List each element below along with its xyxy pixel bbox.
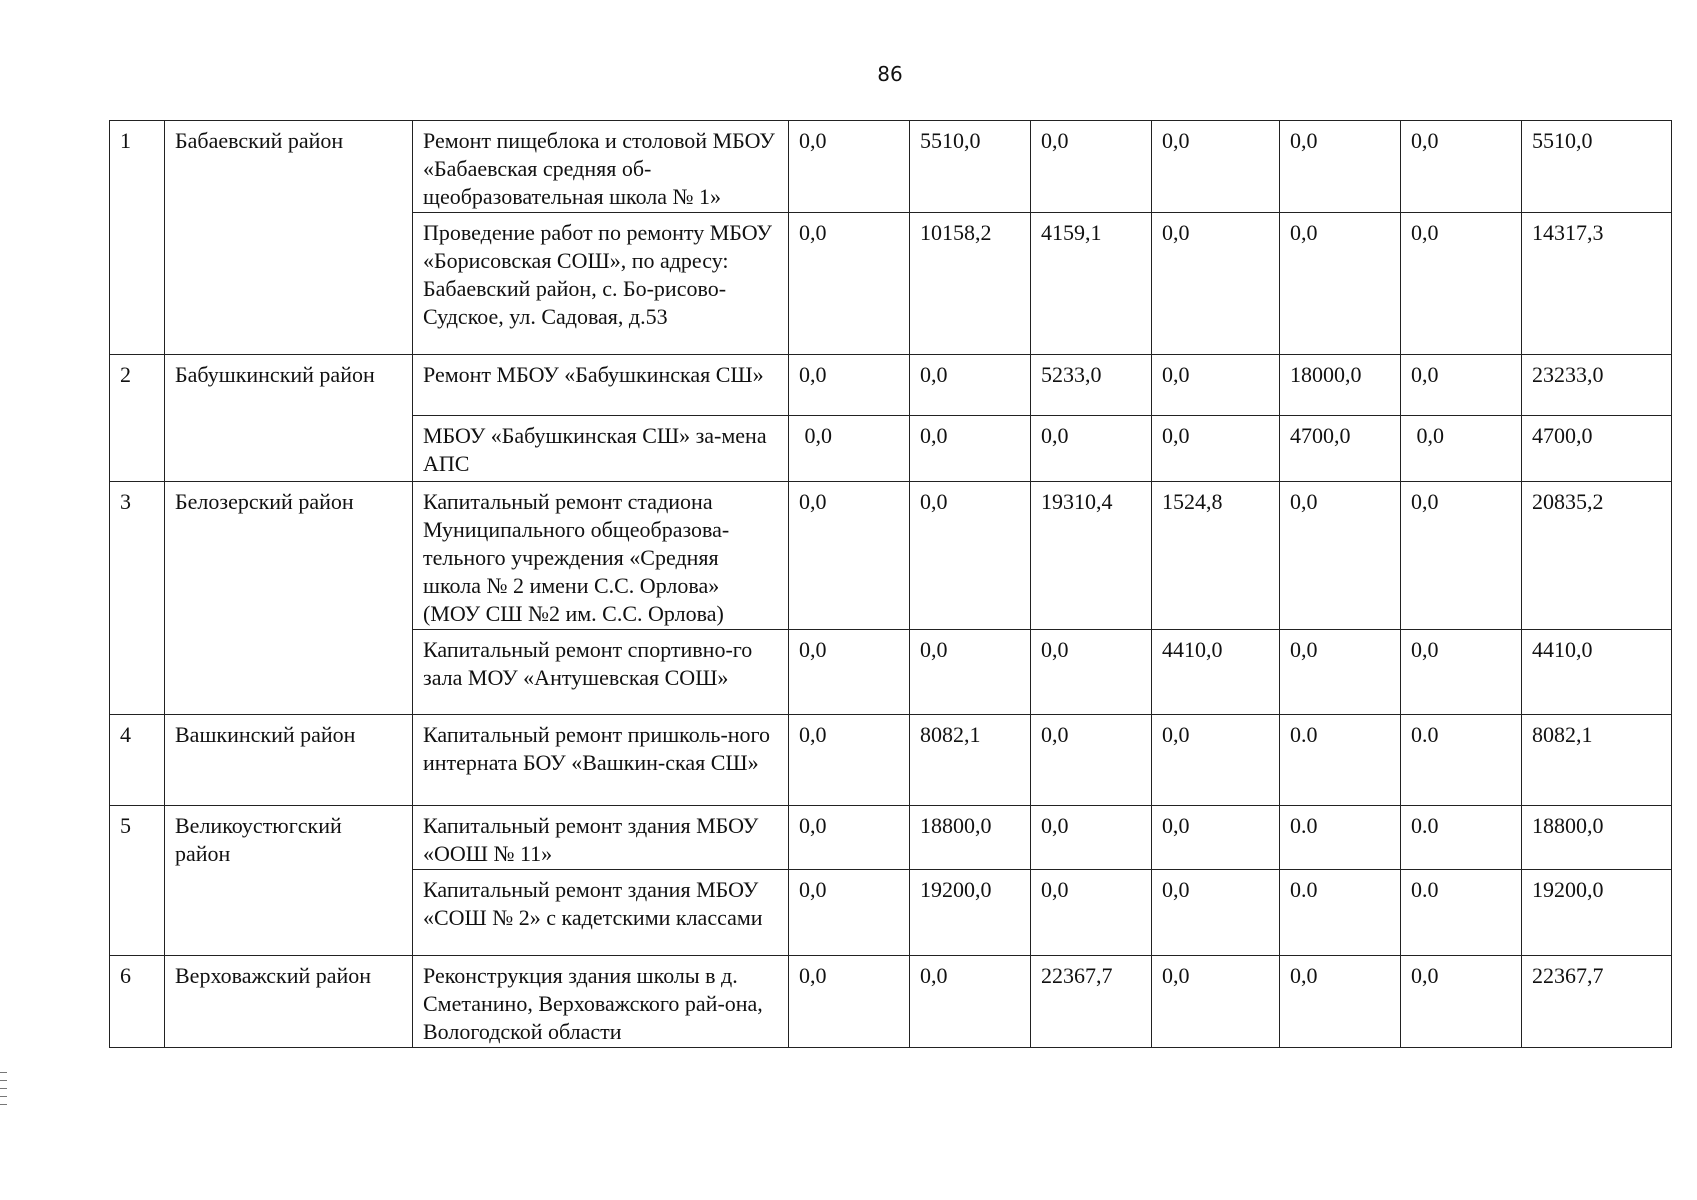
table-row	[110, 121, 1672, 213]
value-cell: 0,0	[789, 482, 910, 630]
district-cell: Бабушкинский район	[165, 355, 413, 482]
value-cell: 19200,0	[910, 870, 1031, 956]
table-row	[110, 482, 1672, 630]
value-cell: 10158,2	[910, 213, 1031, 355]
value-cell: 0,0	[910, 355, 1031, 416]
district-cell: Вашкинский район	[165, 715, 413, 806]
project-cell: Капитальный ремонт пришколь-ного интерната БОУ «Вашкин-ская СШ»	[413, 715, 789, 806]
value-cell: 0.0	[1401, 806, 1522, 870]
scan-mark	[0, 1096, 7, 1097]
value-cell: 0,0	[1152, 806, 1280, 870]
district-cell: Белозерский район	[165, 482, 413, 715]
value-cell: 0,0	[1152, 355, 1280, 416]
row-number-cell: 2	[110, 355, 165, 482]
scan-mark	[0, 1072, 7, 1073]
value-cell: 0,0	[1152, 416, 1280, 482]
scan-mark	[0, 1080, 7, 1081]
value-cell: 5233,0	[1031, 355, 1152, 416]
page-number: 86	[877, 62, 903, 86]
row-number-cell: 1	[110, 121, 165, 355]
row-number-cell: 4	[110, 715, 165, 806]
total-cell: 4700,0	[1522, 416, 1672, 482]
value-cell: 0,0	[1031, 870, 1152, 956]
value-cell: 0,0	[1280, 121, 1401, 213]
value-cell: 0,0	[789, 355, 910, 416]
value-cell: 4700,0	[1280, 416, 1401, 482]
value-cell: 0,0	[1280, 482, 1401, 630]
value-cell: 0,0	[1401, 416, 1522, 482]
value-cell: 0,0	[1152, 213, 1280, 355]
total-cell: 19200,0	[1522, 870, 1672, 956]
district-cell: Бабаевский район	[165, 121, 413, 355]
value-cell: 0.0	[1280, 715, 1401, 806]
value-cell: 4159,1	[1031, 213, 1152, 355]
value-cell: 0,0	[1152, 956, 1280, 1048]
value-cell: 0,0	[789, 956, 910, 1048]
district-cell: Великоустюгский район	[165, 806, 413, 956]
value-cell: 0,0	[1280, 213, 1401, 355]
value-cell: 0.0	[1401, 870, 1522, 956]
value-cell: 0,0	[1031, 630, 1152, 715]
row-number-cell: 3	[110, 482, 165, 715]
funding-table	[109, 120, 1672, 1048]
value-cell: 0,0	[910, 956, 1031, 1048]
value-cell: 0,0	[1401, 956, 1522, 1048]
value-cell: 0.0	[1280, 870, 1401, 956]
total-cell: 23233,0	[1522, 355, 1672, 416]
project-cell: Капитальный ремонт стадиона Муниципального общеобразова-тельного учреждения «Средняя школа № 2 имени С.С. Орлова» (МОУ СШ №2 им. С.С. Орлова)	[413, 482, 789, 630]
total-cell: 22367,7	[1522, 956, 1672, 1048]
value-cell: 18800,0	[910, 806, 1031, 870]
value-cell: 0,0	[789, 121, 910, 213]
total-cell: 20835,2	[1522, 482, 1672, 630]
project-cell: Реконструкция здания школы в д. Сметанино, Верховажского рай-она, Вологодской области	[413, 956, 789, 1048]
value-cell: 4410,0	[1152, 630, 1280, 715]
project-cell: МБОУ «Бабушкинская СШ» за-мена АПС	[413, 416, 789, 482]
value-cell: 0,0	[910, 482, 1031, 630]
project-cell: Капитальный ремонт спортивно-го зала МОУ «Антушевская СОШ»	[413, 630, 789, 715]
project-cell: Проведение работ по ремонту МБОУ «Борисовская СОШ», по адресу: Бабаевский район, с. Бо-рисово-Судское, ул. Садовая, д.53	[413, 213, 789, 355]
total-cell: 8082,1	[1522, 715, 1672, 806]
value-cell: 0,0	[1401, 355, 1522, 416]
value-cell: 0,0	[1280, 956, 1401, 1048]
value-cell: 0,0	[1031, 416, 1152, 482]
value-cell: 0,0	[789, 416, 910, 482]
value-cell: 0,0	[1031, 121, 1152, 213]
value-cell: 0,0	[789, 715, 910, 806]
project-cell: Ремонт МБОУ «Бабушкинская СШ»	[413, 355, 789, 416]
value-cell: 0,0	[789, 630, 910, 715]
total-cell: 4410,0	[1522, 630, 1672, 715]
value-cell: 22367,7	[1031, 956, 1152, 1048]
row-number-cell: 6	[110, 956, 165, 1048]
total-cell: 18800,0	[1522, 806, 1672, 870]
value-cell: 0,0	[1401, 630, 1522, 715]
value-cell: 0,0	[789, 870, 910, 956]
value-cell: 0,0	[789, 806, 910, 870]
value-cell: 0,0	[1152, 870, 1280, 956]
table-row	[110, 715, 1672, 806]
value-cell: 0,0	[1152, 121, 1280, 213]
value-cell: 0,0	[910, 630, 1031, 715]
value-cell: 1524,8	[1152, 482, 1280, 630]
value-cell: 0,0	[910, 416, 1031, 482]
value-cell: 18000,0	[1280, 355, 1401, 416]
value-cell: 19310,4	[1031, 482, 1152, 630]
value-cell: 0.0	[1401, 715, 1522, 806]
value-cell: 0,0	[1031, 806, 1152, 870]
value-cell: 0,0	[1031, 715, 1152, 806]
value-cell: 0,0	[1401, 121, 1522, 213]
value-cell: 0,0	[1401, 213, 1522, 355]
value-cell: 5510,0	[910, 121, 1031, 213]
value-cell: 0,0	[1280, 630, 1401, 715]
table-row	[110, 355, 1672, 416]
district-cell: Верховажский район	[165, 956, 413, 1048]
project-cell: Ремонт пищеблока и столовой МБОУ «Бабаевская средняя об-щеобразовательная школа № 1»	[413, 121, 789, 213]
project-cell: Капитальный ремонт здания МБОУ «СОШ № 2» с кадетскими классами	[413, 870, 789, 956]
scan-mark	[0, 1088, 7, 1089]
project-cell: Капитальный ремонт здания МБОУ «ООШ № 11»	[413, 806, 789, 870]
total-cell: 5510,0	[1522, 121, 1672, 213]
table-body	[110, 121, 1672, 1048]
value-cell: 0,0	[1401, 482, 1522, 630]
value-cell: 0.0	[1280, 806, 1401, 870]
value-cell: 0,0	[1152, 715, 1280, 806]
total-cell: 14317,3	[1522, 213, 1672, 355]
table-row	[110, 806, 1672, 870]
row-number-cell: 5	[110, 806, 165, 956]
value-cell: 8082,1	[910, 715, 1031, 806]
value-cell: 0,0	[789, 213, 910, 355]
table-row	[110, 956, 1672, 1048]
scan-mark	[0, 1104, 7, 1105]
